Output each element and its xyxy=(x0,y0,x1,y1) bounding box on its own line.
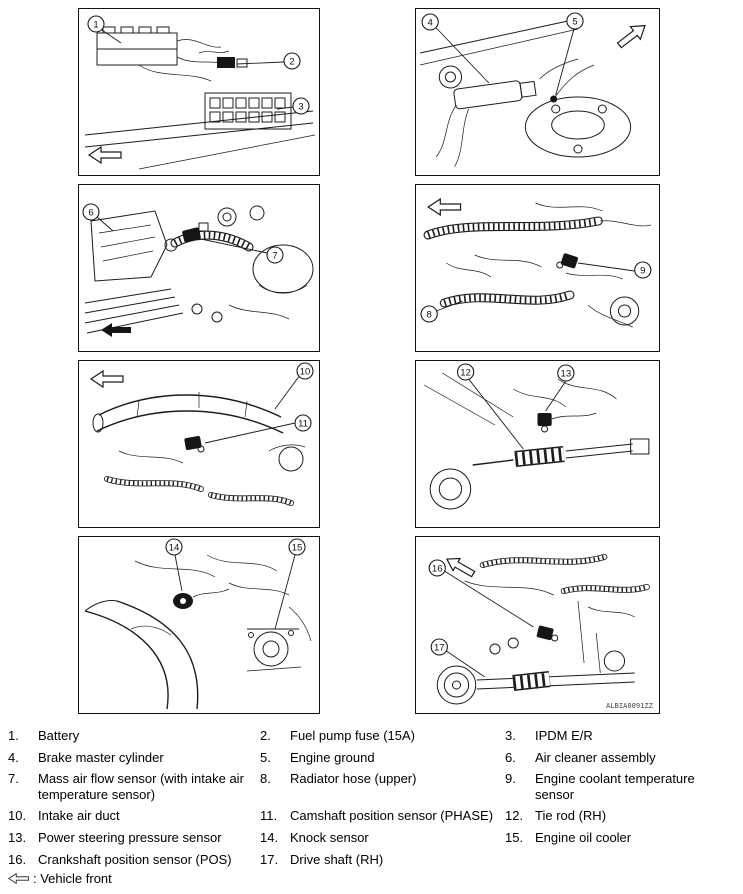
panel-4-illustration xyxy=(416,185,659,351)
legend-label-4: Brake master cylinder xyxy=(38,749,164,765)
panel-8-illustration xyxy=(416,537,659,713)
callout-13 xyxy=(558,365,574,381)
svg-text:12: 12 xyxy=(460,367,471,379)
engine-bay-art xyxy=(93,392,305,503)
legend-label-15: Engine oil cooler xyxy=(535,829,632,845)
svg-text:16: 16 xyxy=(431,563,443,575)
legend-num-12: 12. xyxy=(505,808,524,824)
legend-label-3: IPDM E/R xyxy=(535,728,593,743)
callout-7 xyxy=(267,247,283,263)
callout-17 xyxy=(431,639,447,655)
callout-8 xyxy=(421,306,437,322)
panel-3-illustration xyxy=(79,185,319,351)
callout-10 xyxy=(297,363,313,379)
legend-label-16: Crankshaft position sensor (POS) xyxy=(38,851,232,867)
legend-num-9: 9. xyxy=(505,771,516,787)
legend xyxy=(8,728,743,867)
legend-num-8: 8. xyxy=(260,771,271,787)
engine-bay-art xyxy=(437,557,647,704)
svg-text:2: 2 xyxy=(289,56,295,68)
callout-16 xyxy=(429,560,445,576)
legend-num-17: 17. xyxy=(260,851,279,867)
callout-9 xyxy=(635,262,651,278)
figure-panel-6 xyxy=(415,360,660,528)
panel-5-illustration xyxy=(79,361,319,527)
svg-text:1: 1 xyxy=(93,19,99,31)
callout-4 xyxy=(422,14,438,30)
engine-bay-art xyxy=(85,555,311,709)
svg-text:9: 9 xyxy=(640,265,646,277)
callout-1 xyxy=(88,16,104,32)
legend-label-5: Engine ground xyxy=(290,749,375,765)
vehicle-front-arrow-icon xyxy=(8,872,30,885)
figure-panel-4 xyxy=(415,184,660,352)
legend-num-15: 15. xyxy=(505,829,524,845)
figure-panel-3 xyxy=(78,184,320,352)
figure-panel-8 xyxy=(415,536,660,714)
svg-text:17: 17 xyxy=(433,642,445,654)
vehicle-front-label: : Vehicle front xyxy=(33,871,112,886)
callout-11 xyxy=(295,415,311,431)
legend-label-10: Intake air duct xyxy=(38,808,120,824)
legend-label-8: Radiator hose (upper) xyxy=(290,771,417,787)
svg-text:3: 3 xyxy=(298,101,304,113)
callout-5 xyxy=(567,13,583,29)
legend-label-9: Engine coolant temperature sensor xyxy=(535,771,695,802)
svg-text:6: 6 xyxy=(88,207,94,219)
svg-text:13: 13 xyxy=(560,368,572,380)
legend-num-5: 5. xyxy=(260,749,271,765)
callout-15 xyxy=(289,539,305,555)
panel-7-illustration xyxy=(79,537,319,713)
callout-3 xyxy=(293,98,309,114)
panel-1-illustration xyxy=(79,9,319,175)
legend-num-13: 13. xyxy=(8,829,27,845)
vehicle-front-note xyxy=(8,871,112,886)
legend-num-6: 6. xyxy=(505,749,516,765)
callout-12 xyxy=(458,364,474,380)
figure-panel-2 xyxy=(415,8,660,176)
svg-text:14: 14 xyxy=(168,542,180,554)
legend-label-12: Tie rod (RH) xyxy=(535,808,607,824)
legend-num-4: 4. xyxy=(8,749,19,765)
vehicle-front-arrow-icon xyxy=(91,371,123,387)
svg-text:7: 7 xyxy=(272,250,278,262)
legend-label-13: Power steering pressure sensor xyxy=(38,829,222,845)
svg-text:4: 4 xyxy=(427,17,433,29)
legend-num-10: 10. xyxy=(8,808,27,824)
engine-bay-art xyxy=(424,373,649,509)
figure-code: ALBIA0091ZZ xyxy=(606,701,653,710)
callout-14 xyxy=(166,539,182,555)
legend-num-14: 14. xyxy=(260,829,279,845)
panel-6-illustration xyxy=(416,361,659,527)
svg-text:15: 15 xyxy=(291,542,303,554)
legend-label-2: Fuel pump fuse (15A) xyxy=(290,728,416,743)
legend-label-1: Battery xyxy=(38,728,80,743)
legend-num-1: 1. xyxy=(8,728,19,743)
legend-label-11: Camshaft position sensor (PHASE) xyxy=(290,808,494,824)
engine-bay-art xyxy=(428,203,651,327)
legend-label-6: Air cleaner assembly xyxy=(535,749,656,765)
legend-num-11: 11. xyxy=(260,808,278,824)
legend-num-2: 2. xyxy=(260,728,271,743)
figure-panel-5 xyxy=(78,360,320,528)
engine-bay-art xyxy=(420,21,631,167)
legend-label-7: Mass air flow sensor (with intake air temperature sensor) xyxy=(38,771,244,802)
figure-panel-1 xyxy=(78,8,320,176)
vehicle-front-arrow-icon xyxy=(89,147,121,163)
engine-bay-art xyxy=(85,206,313,333)
callout-2 xyxy=(284,53,300,69)
figure-panels-grid xyxy=(78,8,660,714)
vehicle-front-arrow-icon xyxy=(614,19,650,51)
vehicle-front-arrow-icon xyxy=(428,199,460,215)
legend-label-17: Drive shaft (RH) xyxy=(290,851,384,867)
legend-num-7: 7. xyxy=(8,771,19,787)
svg-text:5: 5 xyxy=(572,16,578,28)
legend-num-3: 3. xyxy=(505,728,516,743)
figure-panel-7 xyxy=(78,536,320,714)
svg-text:11: 11 xyxy=(298,418,308,430)
legend-label-14: Knock sensor xyxy=(290,829,369,845)
vehicle-front-arrow-icon xyxy=(443,553,476,580)
legend-num-16: 16. xyxy=(8,851,27,867)
panel-2-illustration xyxy=(416,9,659,175)
engine-bay-art xyxy=(85,27,315,169)
callout-6 xyxy=(83,204,99,220)
svg-text:10: 10 xyxy=(299,366,311,378)
svg-text:8: 8 xyxy=(426,309,432,321)
